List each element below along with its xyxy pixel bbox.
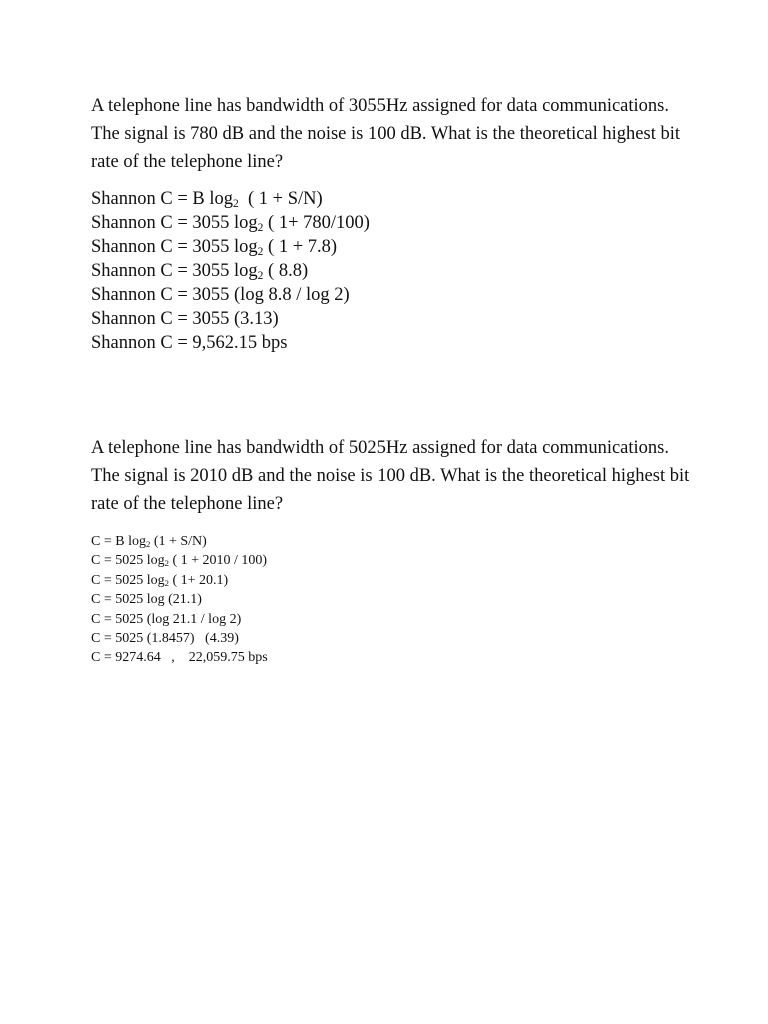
solution-step: Shannon C = B $\log_2$ ( 1 + S/N) — [91, 189, 323, 210]
solution-step: C = 5025 $\log_2$ ( 1+ 20.1) — [91, 572, 229, 588]
solution-step: Shannon C = 3055 $\log_2$ ( 8.8) — [91, 261, 309, 282]
solution-step: Shannon C = 3055 (log 8.8 / log 2) — [91, 285, 350, 305]
solution-step: Shannon C = 3055 (3.13) — [91, 309, 279, 329]
solution-step: C = 5025 (log 21.1 / log 2) — [91, 611, 242, 627]
solution-step: C = 5025 log (21.1) — [91, 592, 202, 608]
solution-step: C = B $\log_2 (1 + S/N)$ — [91, 534, 207, 550]
problem-1-question: A telephone line has bandwidth of 3055Hz assigned for data communications. The signal is 780 dB and the noise is 100 dB. What is the theoretical highest bit rate of the telephone line? — [91, 96, 681, 172]
problem-2-question: A telephone line has bandwidth of 5025Hz assigned for data communications. The signal is 2010 dB and the noise is 100 dB. What is the theoretical highest bit rate of the telephone line? — [91, 438, 690, 514]
solution-result: C = 9274.64 , 22,059.75 bps — [91, 650, 268, 666]
problem-1-solution — [91, 187, 591, 355]
solution-step: Shannon C = 3055 $\log_2$ ( 1+ 780/100) — [91, 213, 370, 234]
solution-step: Shannon C = 3055 $\log_2$ ( 1 + 7.8) — [91, 237, 338, 258]
problem-2-solution — [91, 532, 591, 668]
solution-step: C = 5025 $\log_2$ ( 1 + 2010 / 100) — [91, 553, 268, 569]
solution-result: Shannon C = 9,562.15 bps — [91, 333, 288, 353]
solution-step: C = 5025 (1.8457) (4.39) — [91, 631, 239, 647]
